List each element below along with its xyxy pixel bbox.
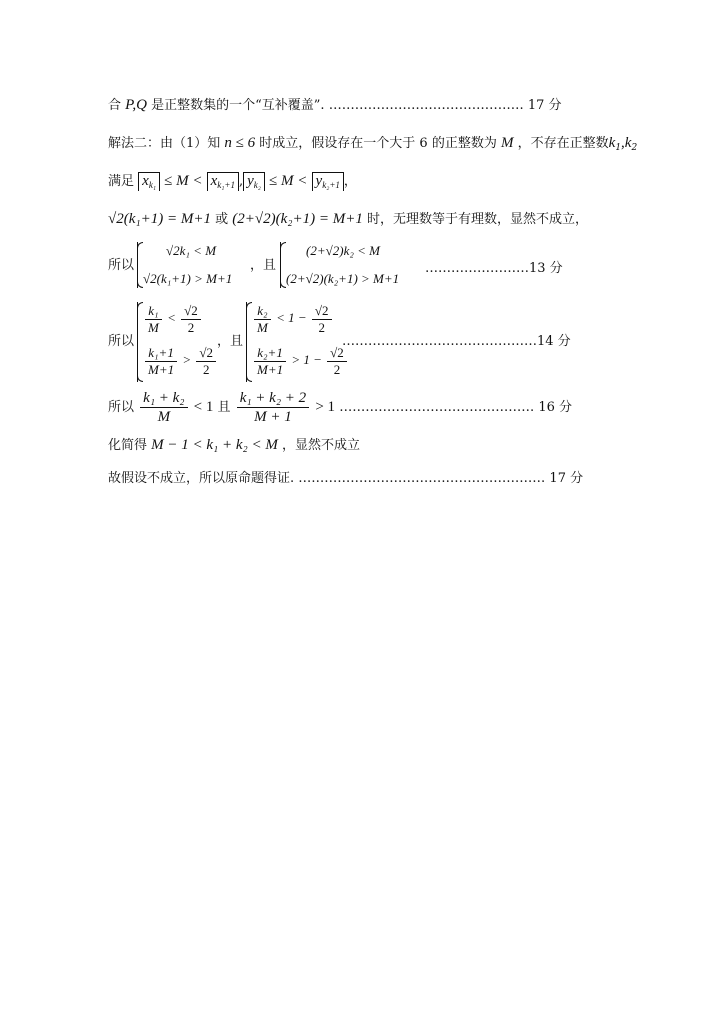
l8-prefix: 化简得 [108, 438, 148, 453]
l2-text2: ，不存在正整数 [517, 136, 609, 151]
l3-floor-b: $x_{k_1+1}$ [207, 172, 239, 191]
l8-expr: M − 1 < k₁ + k₂ < M [151, 437, 278, 453]
l4-text: 时，无理数等于有理数，显然不成立， [366, 212, 588, 227]
line-3 [108, 172, 357, 191]
l6-and: ，且 [217, 334, 244, 349]
l5-and: ，且 [250, 258, 277, 273]
l6-row-1: $\frac{\text{k₁}}{M}$ < $\frac{√2}{2}$ [143, 303, 203, 335]
l1-score: 17 分 [527, 98, 562, 113]
line-7 [108, 389, 572, 426]
l1-dots: ……………………………………… [328, 98, 524, 113]
l7-dots: ……………………………………… [339, 400, 535, 415]
line-8 [108, 438, 360, 453]
l9-dots: ………………………………………………… [298, 471, 546, 486]
l6-row-4: $\frac{\text{k₂+1}}{M+1}$ > 1 − $\frac{√2}{2}$ [252, 345, 349, 377]
l3-floor-a: $x_{k_1}$ [138, 172, 160, 191]
l6-brace-2 [246, 302, 247, 382]
l7-rel1: < 1 [193, 399, 214, 415]
l8-text: ，显然不成立 [282, 438, 361, 453]
line-4 [108, 212, 588, 227]
l9-score: 17 分 [549, 471, 584, 486]
l5-sys2-a: (2+√2)k₂ < M [306, 243, 380, 258]
l7-rel2: > 1 [315, 399, 336, 415]
l1-prefix: 合 [108, 98, 122, 113]
l3-floor-c: $y_{k_2}$ [243, 172, 265, 191]
l6-score: 14 分 [537, 334, 571, 349]
l6-row-3: $\frac{\text{k₂}}{M}$ < 1 − $\frac{√2}{2}$ [252, 303, 334, 335]
l3-le: ≤ M < [164, 173, 203, 189]
l2-cond: n ≤ 6 [224, 135, 256, 151]
l2-k2-sub: 2 [631, 143, 638, 153]
l5-sys1-b: √2(k₁+1) > M+1 [143, 271, 233, 286]
l4-or: 或 [215, 212, 229, 227]
l2-sep: , [621, 135, 625, 151]
l6-prefix: 所以 [108, 334, 135, 349]
l3-le2: ≤ M < [269, 173, 308, 189]
line-9 [108, 472, 583, 485]
l6-dots: ………………………………………14 分 [342, 334, 571, 349]
l1-text: 是正整数集的一个“互补覆盖”. [151, 98, 325, 113]
l7-score: 16 分 [538, 400, 573, 415]
l5-prefix: 所以 [108, 258, 135, 273]
l4-expr1: √2(k₁+1) = M+1 [108, 211, 211, 227]
l7-frac-2: $\frac{\text{k₁ + k₂ + 2}}{M + 1}$ [237, 389, 310, 426]
l2-k1-sub: 1 [615, 143, 622, 153]
l7-prefix: 所以 [108, 400, 135, 415]
l7-and: 且 [217, 400, 231, 415]
l1-vars: P,Q [125, 97, 147, 113]
l6-row-2: $\frac{\text{k₁+1}}{M+1}$ > $\frac{√2}{2}$ [143, 345, 218, 377]
l5-sys1-a: √2k₁ < M [166, 243, 217, 258]
l2-k1: k [608, 135, 616, 151]
l3-comma: , [238, 174, 244, 189]
l2-text: 时成立，假设存在一个大于 6 的正整数为 [259, 136, 497, 151]
l3-prefix: 满足 [108, 174, 135, 189]
l4-expr2: (2+√2)(k₂+1) = M+1 [232, 211, 363, 227]
l5-score: 13 分 [529, 261, 563, 276]
line-1 [108, 98, 562, 113]
l5-brace-2 [280, 242, 281, 288]
l6-brace-1 [137, 302, 138, 382]
l3-floor-d: $y_{k_2+1}$ [312, 172, 344, 191]
line-2 [108, 136, 637, 153]
l5-sys2-b: (2+√2)(k₂+1) > M+1 [286, 271, 400, 286]
l5-brace-1 [137, 242, 138, 288]
l9-text: 故假设不成立，所以原命题得证. [108, 471, 295, 486]
l2-k2: k [624, 135, 632, 151]
l5-dots: ……………………13 分 [425, 261, 563, 276]
l2-var-m: M [500, 135, 514, 151]
l3-end: ， [343, 174, 357, 189]
l2-prefix: 解法二：由（1）知 [108, 136, 221, 151]
l7-frac-1: $\frac{\text{k₁ + k₂}}{M}$ [140, 389, 187, 426]
